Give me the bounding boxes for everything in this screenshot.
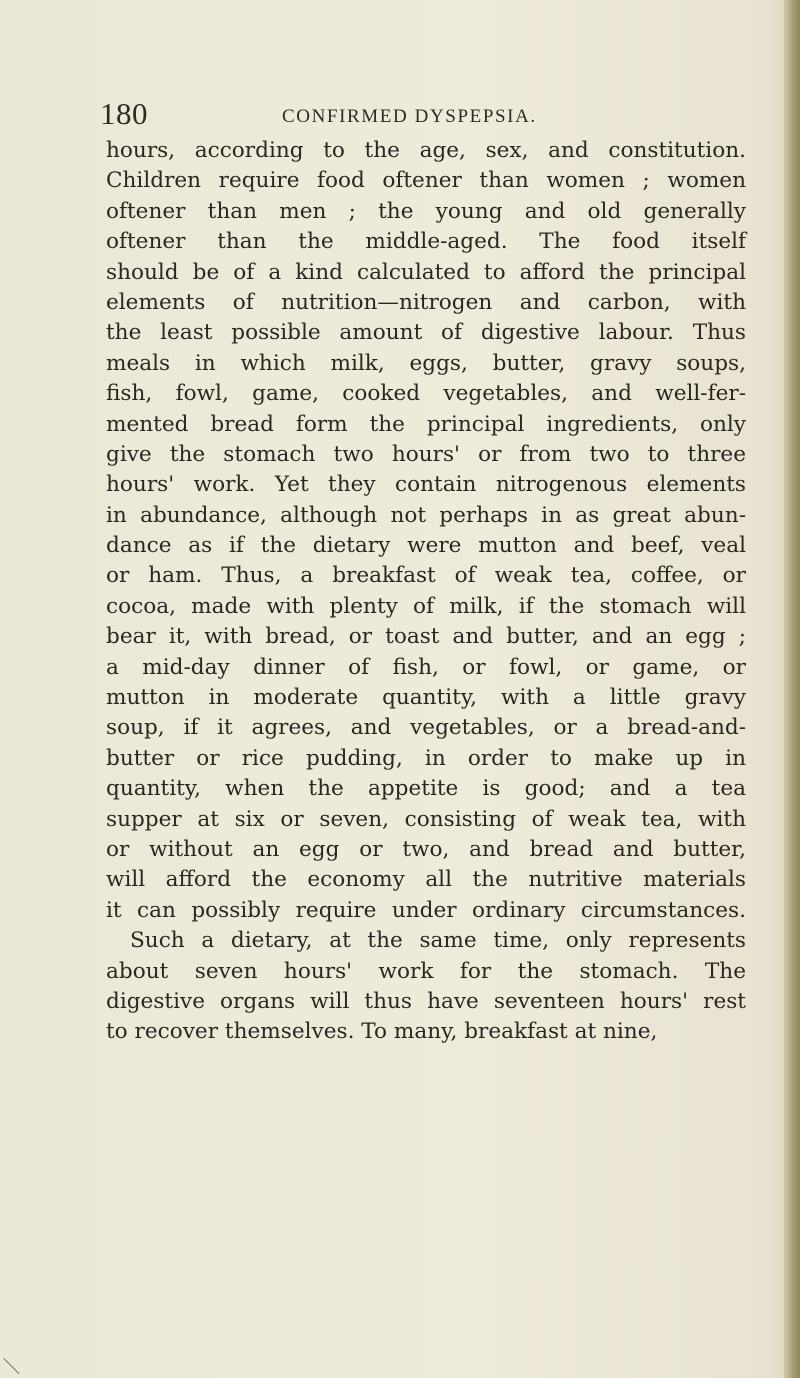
text-line: will afford the economy all the nutritive materials [106, 867, 746, 893]
text-line: or ham. Thus, a breakfast of weak tea, coffee, or [106, 563, 746, 589]
page-edge-shadow [784, 0, 800, 1378]
text-line: hours' work. Yet they contain nitrogenous elements [106, 472, 746, 498]
running-head: CONFIRMED DYSPEPSIA. [282, 106, 537, 127]
text-line: give the stomach two hours' or from two to three [106, 441, 746, 467]
text-line: Children require food oftener than women ; women [106, 168, 746, 194]
text-line: oftener than the middle-aged. The food itself [106, 229, 746, 255]
text-line: should be of a kind calculated to afford the principal [106, 259, 746, 285]
text-line: about seven hours' work for the stomach. The [106, 958, 746, 984]
text-line: in abundance, although not perhaps in as great abun- [106, 502, 746, 528]
text-line: Such a dietary, at the same time, only represents [130, 928, 746, 954]
text-line: it can possibly require under ordinary circumstances. [106, 897, 746, 923]
text-line: mutton in moderate quantity, with a little gravy [106, 685, 746, 711]
text-line: a mid-day dinner of fish, or fowl, or game, or [106, 654, 746, 680]
text-line: butter or rice pudding, in order to make up in [106, 745, 746, 771]
text-line: or without an egg or two, and bread and butter, [106, 836, 746, 862]
text-line: dance as if the dietary were mutton and beef, veal [106, 533, 746, 559]
body-text [106, 136, 746, 1048]
text-line: supper at six or seven, consisting of weak tea, with [106, 806, 746, 832]
text-line: fish, fowl, game, cooked vegetables, and well-fer- [106, 381, 746, 407]
text-line: the least possible amount of digestive labour. Thus [106, 320, 746, 346]
text-line: soup, if it agrees, and vegetables, or a bread-and- [106, 715, 746, 741]
text-line: meals in which milk, eggs, butter, gravy soups, [106, 350, 746, 376]
text-line: hours, according to the age, sex, and constitution. [106, 138, 746, 163]
text-line: elements of nutrition—nitrogen and carbon, with [106, 289, 746, 315]
text-line: oftener than men ; the young and old generally [106, 198, 746, 224]
text-line: to recover themselves. To many, breakfast at nine, [106, 1019, 658, 1045]
text-line: bear it, with bread, or toast and butter, and an egg ; [106, 624, 746, 650]
text-line: digestive organs will thus have seventeen hours' rest [106, 988, 746, 1014]
page-number: 180 [100, 96, 148, 131]
scan-mark [3, 1358, 19, 1374]
page-header [100, 96, 660, 136]
text-line: quantity, when the appetite is good; and a tea [106, 776, 746, 802]
text-line: mented bread form the principal ingredients, only [106, 411, 746, 437]
text-line: cocoa, made with plenty of milk, if the stomach will [106, 593, 746, 619]
